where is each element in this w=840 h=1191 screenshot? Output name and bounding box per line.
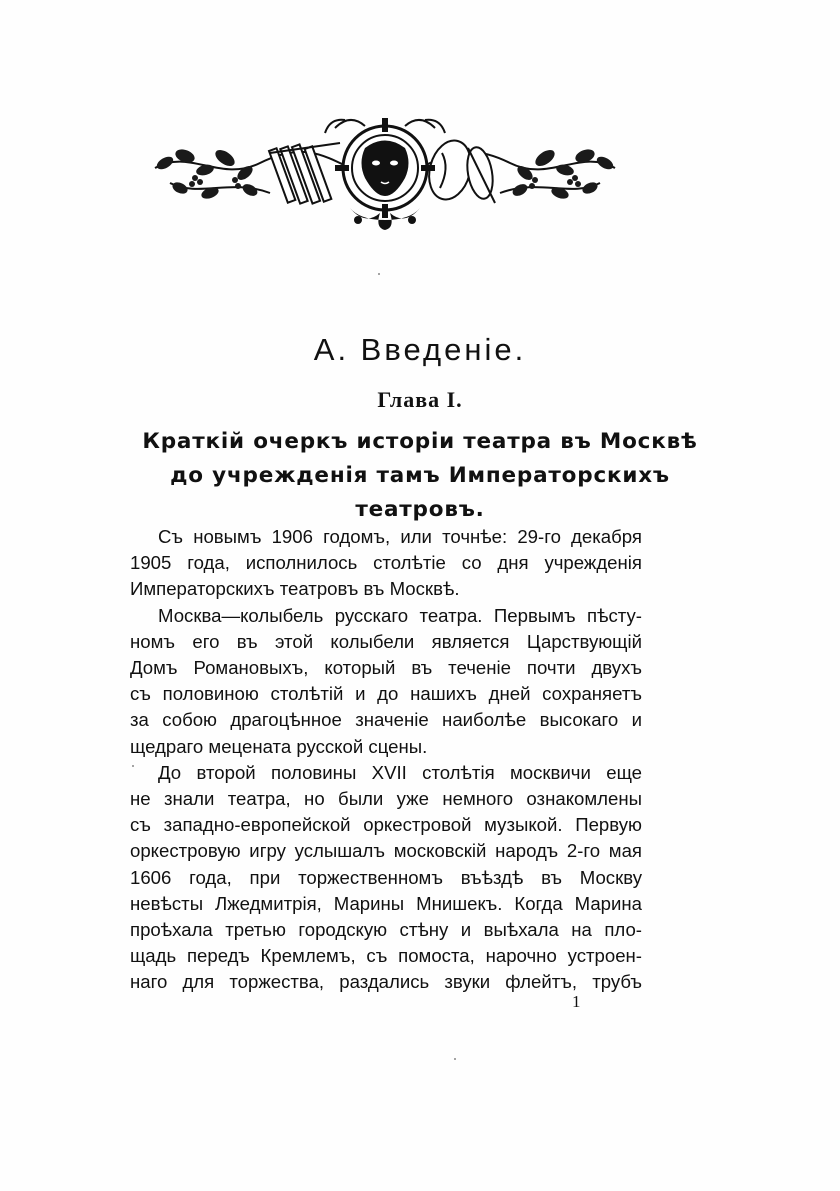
paragraph xyxy=(130,603,642,760)
print-speck xyxy=(132,765,134,767)
text-line: щадь передъ Кремлемъ, съ помоста, нарочно устроен- xyxy=(130,945,642,967)
paragraph xyxy=(130,524,642,603)
text-line: Императорскихъ театровъ въ Москвѣ. xyxy=(130,578,460,600)
text-line: До второй половины XVII столѣтія москвичи еще xyxy=(158,761,642,783)
chapter-subtitle-line: театровъ. xyxy=(355,497,485,522)
text-line: съ половиною столѣтій и до нашихъ дней сохраняетъ xyxy=(130,683,642,705)
text-line: номъ его въ этой колыбели является Царствующій xyxy=(130,630,642,652)
text-line: 1606 года, при торжественномъ въѣздѣ въ Москву xyxy=(130,866,642,888)
print-speck xyxy=(378,273,380,275)
text-line: съ западно-европейской оркестровой музыкой. Первую xyxy=(130,814,642,836)
text-line: за собою драгоцѣнное значеніе наиболѣе высокаго и xyxy=(130,709,642,731)
text-line: невѣсты Лжедмитрія, Марины Мнишекъ. Когда Марина xyxy=(130,892,642,914)
text-line: наго для торжества, раздались звуки флейтъ, трубъ xyxy=(130,971,642,993)
section-title: А. Введеніе. xyxy=(313,332,527,367)
ornamental-headpiece-icon xyxy=(150,108,620,233)
chapter-subtitle-line: до учрежденія тамъ Императорскихъ xyxy=(170,463,670,488)
text-line: оркестровую игру услышалъ московскій народъ 2-го мая xyxy=(130,840,642,862)
text-line: не знали театра, но были уже немного ознакомлены xyxy=(130,788,642,810)
text-line: Москва—колыбель русскаго театра. Первымъ пѣсту- xyxy=(158,604,642,626)
text-line: Домъ Романовыхъ, который въ теченіе почти двухъ xyxy=(130,657,642,679)
text-line: проѣхала третью городскую стѣну и выѣхала на пло- xyxy=(130,919,642,941)
chapter-subtitle-line: Краткій очеркъ исторіи театра въ Москвѣ xyxy=(142,429,698,454)
paragraph xyxy=(130,760,642,996)
chapter-title: Глава I. xyxy=(377,387,463,412)
text-line: Съ новымъ 1906 годомъ, или точнѣе: 29-го декабря xyxy=(158,526,642,547)
page-number: 1 xyxy=(572,992,581,1011)
body-text xyxy=(130,524,642,996)
text-line: щедраго мецената русской сцены. xyxy=(130,735,428,757)
print-speck xyxy=(454,1058,456,1060)
chapter-subtitle xyxy=(120,425,720,527)
text-line: 1905 года, исполнилось столѣтіе со дня учрежденія xyxy=(130,552,642,574)
